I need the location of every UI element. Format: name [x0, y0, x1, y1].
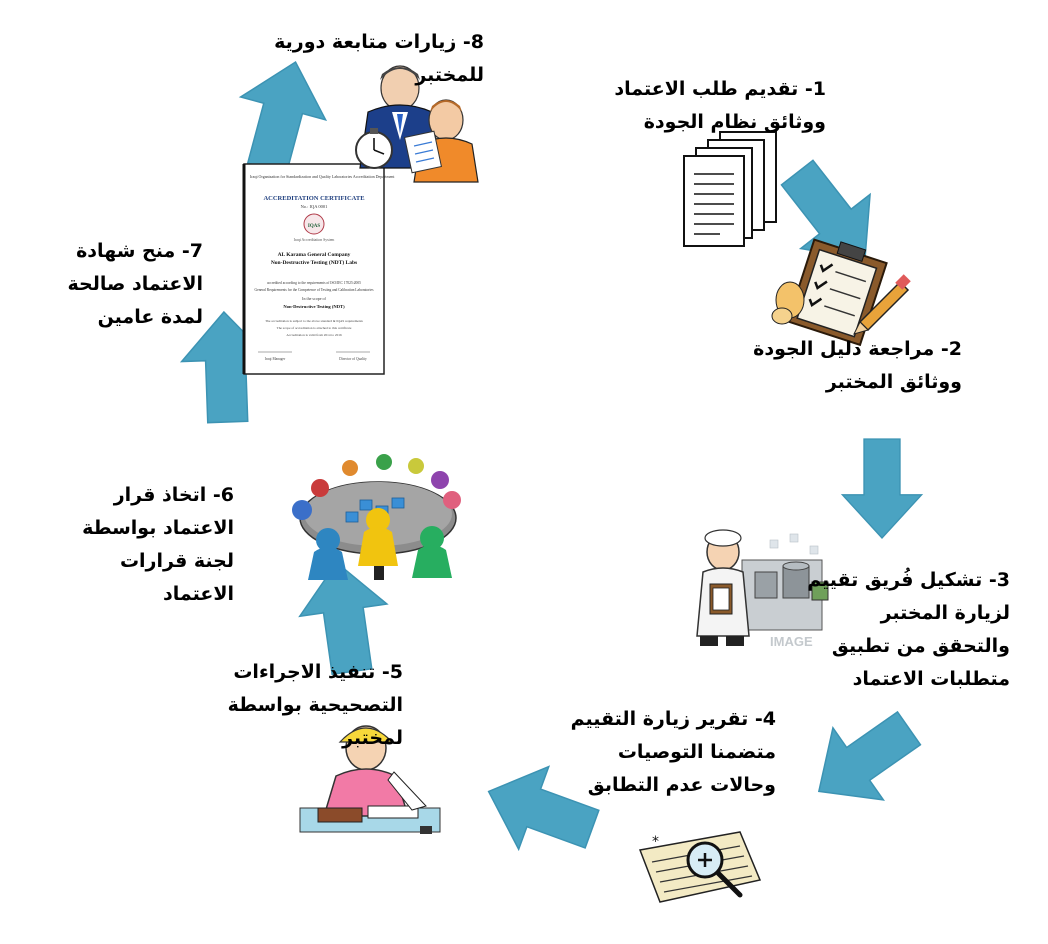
- certificate-note-2: The scope of accreditation is attached to this certificate: [276, 326, 352, 330]
- certificate-number: No.: IQA 0001: [300, 204, 328, 209]
- documents-stack-icon: [684, 132, 776, 246]
- step-6-label: 6- اتخاذ قرار الاعتماد بواسطة لجنة قرارات الاعتماد: [82, 484, 234, 605]
- step-4-label: 4- تقرير زيارة التقييم متضمنا التوصيات وحالات عدم التطابق: [570, 708, 776, 796]
- certificate-body-2: General Requirements for the Competence of Testing and Calibration Laboratories: [254, 288, 374, 292]
- certificate-scope-intro: In the scope of: [302, 296, 326, 301]
- certificate-header: Iraqi Organization for Standardization and Quality Laboratories Accreditation Department: [250, 174, 395, 179]
- certificate-note-1: The accreditation is subject to the above standard & IQAS requirements: [265, 319, 363, 323]
- watermark-text: IMAGE: [770, 634, 813, 649]
- certificate-lab: Non-Destructive Testing (NDT) Labs: [270, 260, 358, 266]
- certificate-title: ACCREDITATION CERTIFICATE: [263, 195, 365, 202]
- certificate-logo-text: IQAS: [307, 224, 321, 229]
- step-1-label: 1- تقديم طلب الاعتماد ووثائق نظام الجودة: [614, 78, 826, 133]
- svg-text:*: *: [652, 834, 659, 850]
- step-8-label: 8- زيارات متابعة دورية للمختبر: [274, 31, 484, 86]
- step-7-label: 7- منح شهادة الاعتماد صالحة لمدة عامين: [67, 240, 203, 328]
- magnifier-report-icon: [640, 832, 760, 902]
- certificate-icon: [244, 164, 395, 374]
- certificate-note-3: Accreditation is valid from 2014 to 2016: [286, 333, 342, 337]
- step-3-label: 3- تشكيل فُريق تقييم لزيارة المختبر والتحقق من تطبيق متطلبات الاعتماد: [807, 569, 1010, 690]
- certificate-sign-left: Iraqi Manager: [264, 357, 286, 361]
- committee-puzzle-icon: [292, 454, 461, 580]
- certificate-body-1: accredited according to the requirements of ISO/IEC 17025:2005: [267, 281, 361, 285]
- certificate-sign-right: Director of Quality: [339, 357, 367, 361]
- clipboard-checklist-icon: [772, 234, 911, 345]
- certificate-company: AL Karama General Company: [277, 252, 351, 258]
- arrow-step-2-to-3: [842, 439, 921, 538]
- step-5-label: 5- تنفيذ الاجراءات التصحيحية بواسطة لمختبر: [227, 661, 403, 749]
- certificate-scope: Non-Destructive Testing (NDT): [283, 304, 345, 309]
- arrow-step-3-to-4: [794, 692, 935, 827]
- certificate-logo-caption: Iraqi Accreditation System: [293, 238, 335, 242]
- step-2-label: 2- مراجعة دليل الجودة ووثائق المختبر: [753, 338, 962, 393]
